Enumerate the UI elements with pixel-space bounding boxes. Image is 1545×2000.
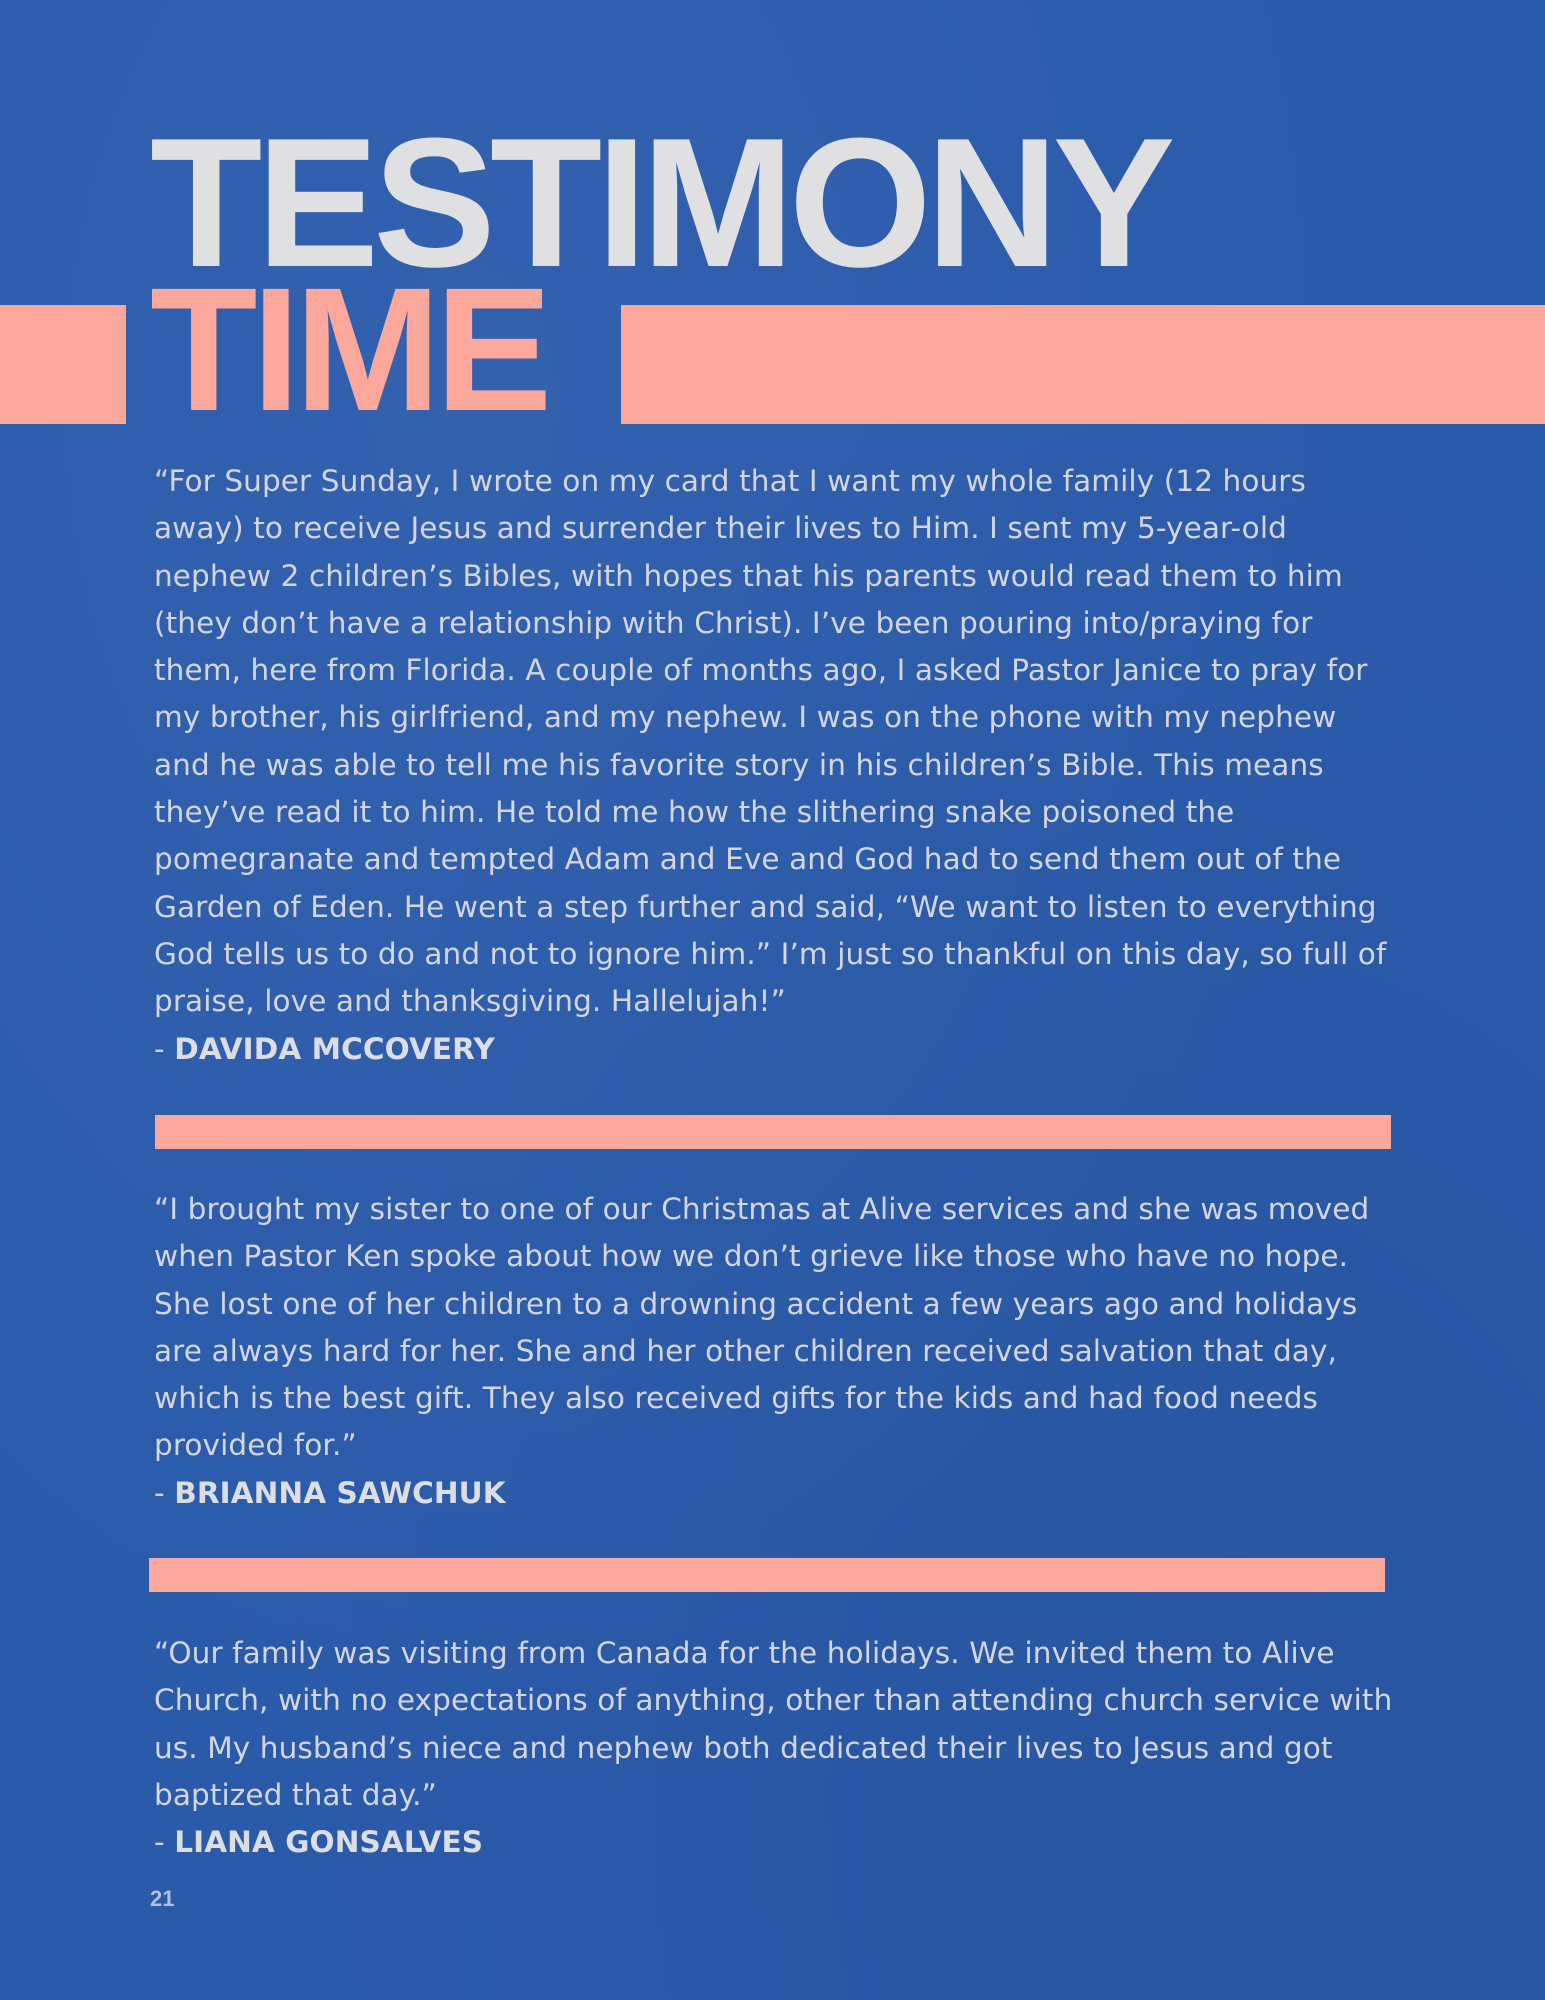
title-accent-band-right — [621, 305, 1545, 424]
page-subtitle: TIME — [150, 252, 547, 448]
testimony-quote: “I brought my sister to one of our Christmas at Alive services and she was moved when Pastor Ken spoke about how we don’t grieve like those who have no hope. She lost one of her children to a drowning accident a few years ago and holidays are always hard for her. She and her other children received salvation that day, which is the best gift. They also received gifts for the kids and had food needs provided for.” — [154, 1192, 1370, 1463]
attribution-dash: - — [154, 1825, 175, 1860]
title-accent-band-left — [0, 305, 126, 424]
testimony-quote: “For Super Sunday, I wrote on my card that I want my whole family (12 hours away) to receive Jesus and surrender their lives to Him. I sent my 5-year-old nephew 2 children’s Bibles, with hopes that his parents would read them to him (they don’t have a relationship with Christ). I’ve been pouring into/praying for them, here from Florida. A couple of months ago, I asked Pastor Janice to pray for my brother, his girlfriend, and my nephew. I was on the phone with my nephew and he was able to tell me his favorite story in his children’s Bible. This means they’ve read it to him. He told me how the slithering snake poisoned the pomegranate and tempted Adam and Eve and God had to send them out of the Garden of Eden. He went a step further and said, “We want to listen to everything God tells us to do and not to ignore him.” I’m just so thankful on this day, so full of praise, love and thanksgiving. Hallelujah!” — [154, 464, 1387, 1019]
testimony-attribution — [154, 1470, 1394, 1517]
page-title: TESTIMONY — [150, 99, 1170, 305]
testimony-author: BRIANNA SAWCHUK — [174, 1475, 506, 1510]
testimony-attribution — [154, 1819, 1394, 1866]
testimony-author: DAVIDA MCCOVERY — [174, 1031, 495, 1066]
testimony-author: LIANA GONSALVES — [174, 1825, 484, 1860]
section-divider — [149, 1558, 1385, 1592]
page-number: 21 — [150, 1886, 175, 1911]
testimony-1 — [154, 458, 1394, 1073]
attribution-dash: - — [154, 1031, 175, 1066]
section-divider — [155, 1115, 1391, 1149]
testimony-3 — [154, 1630, 1394, 1866]
testimony-quote: “Our family was visiting from Canada for the holidays. We invited them to Alive Church, with no expectations of anything, other than attending church service with us. My husband’s niece and nephew both dedicated their lives to Jesus and got baptized that day.” — [154, 1636, 1393, 1812]
attribution-dash: - — [154, 1475, 175, 1510]
testimony-attribution — [154, 1026, 1394, 1073]
testimony-2 — [154, 1186, 1394, 1517]
